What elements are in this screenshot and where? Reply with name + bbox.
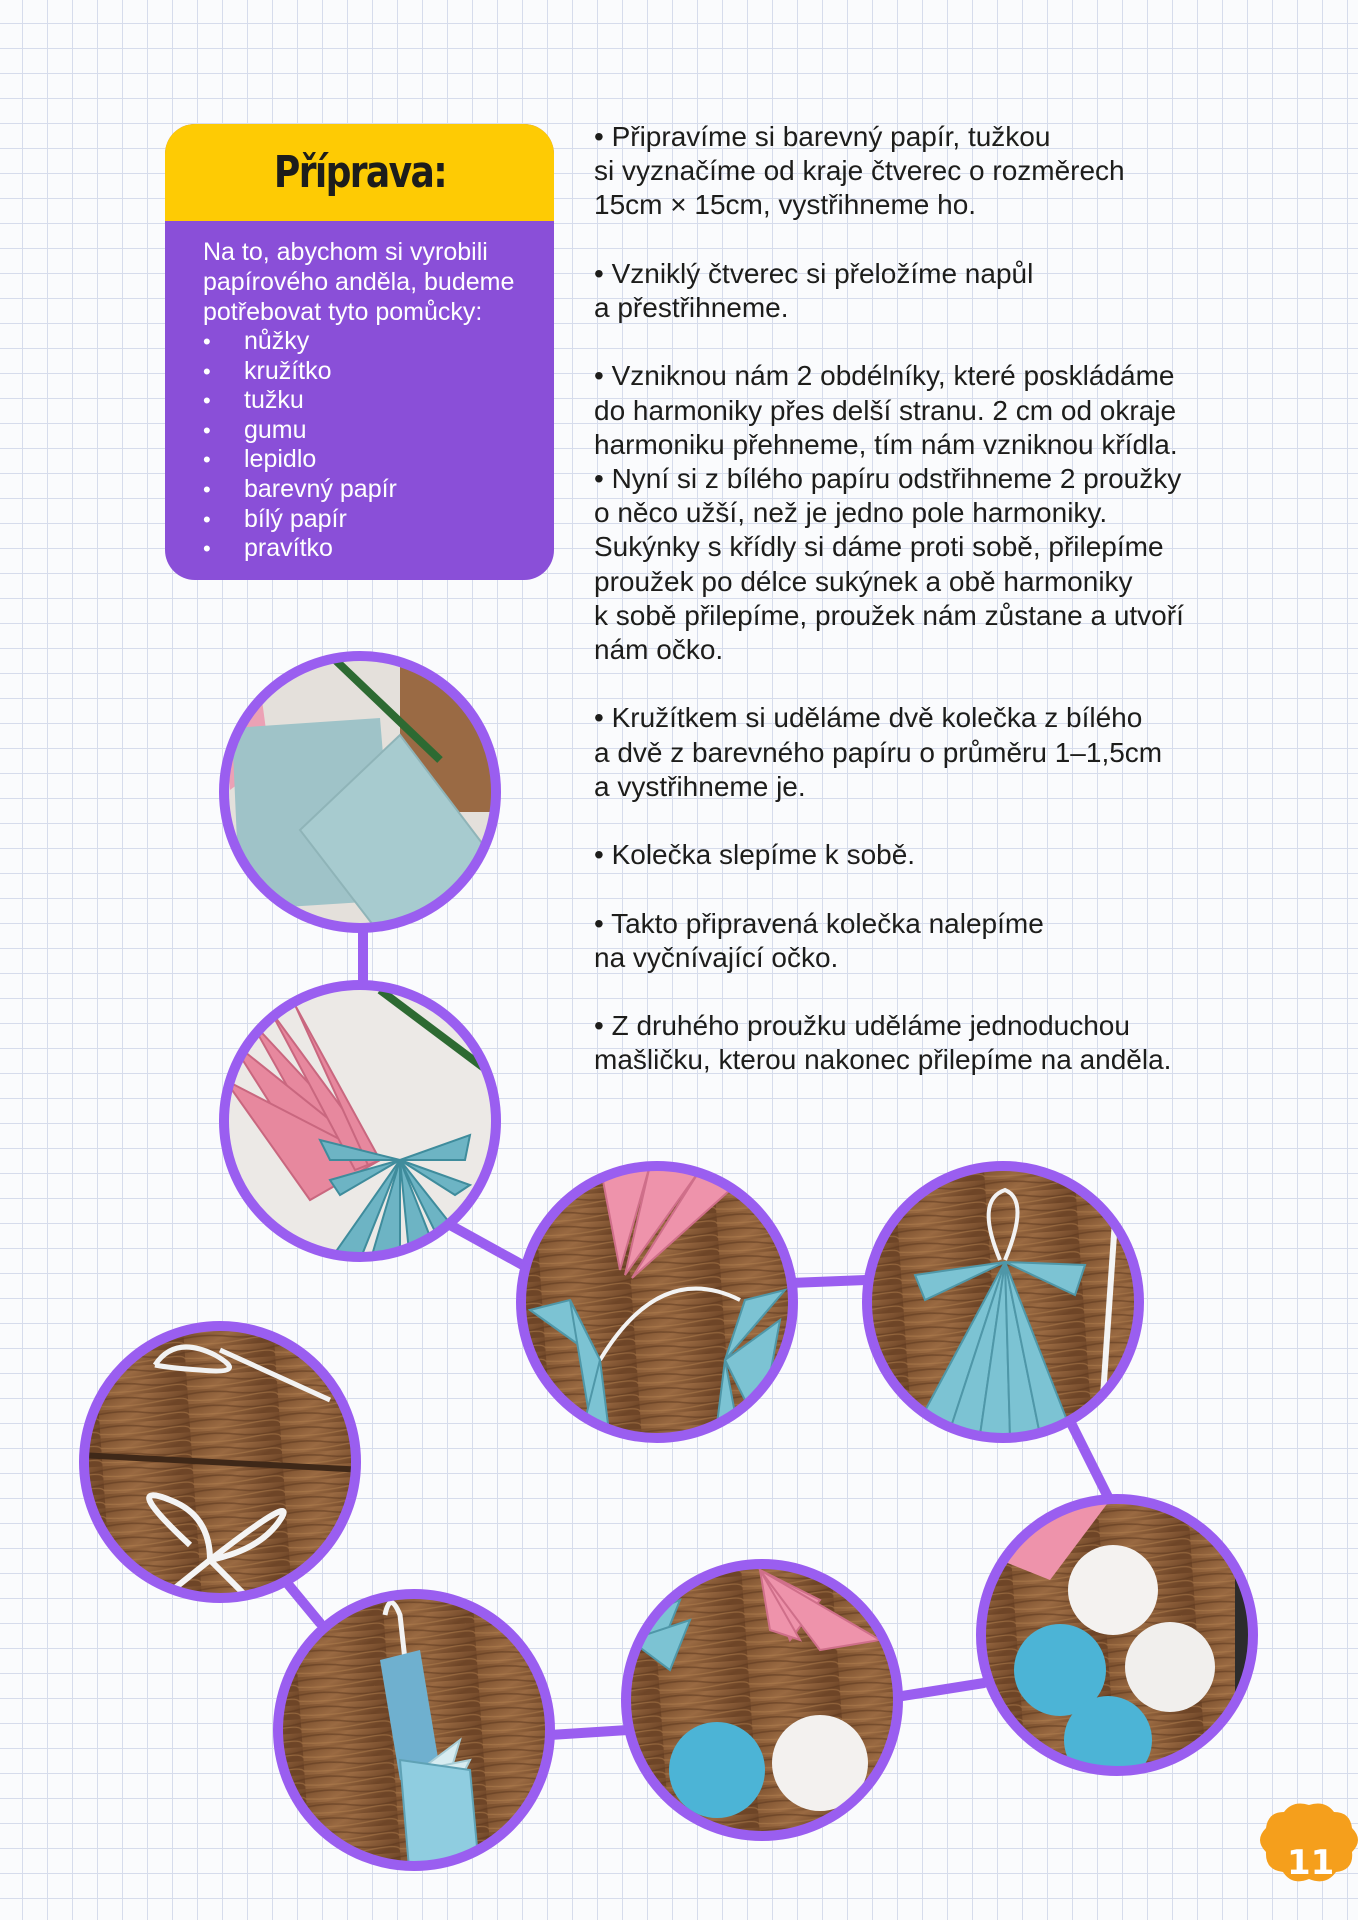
photo-step-3 [515,1160,800,1445]
tools-list-item: • kružítko [203,357,554,387]
photo-step-4 [862,1160,1147,1445]
photo-step-5 [977,1495,1265,1784]
step-3: • Vzniknou nám 2 obdélníky, které poskládáme do harmoniky přes delší stranu. 2 cm od okraje harmoniku přehneme, tím nám vzniknou křídla. [594,360,1178,460]
photo-step-2 [220,980,500,1262]
step-6: • Kolečka slepíme k sobě. [594,839,916,871]
tools-list-item: • barevný papír [203,475,554,505]
preparation-intro: Na to, abychom si vyrobili papírového anděla, budeme potřebovat tyto pomůcky: [203,238,515,326]
step-1: • Připravíme si barevný papír, tužkou si vyznačíme od kraje čtverec o rozměrech 15cm × 15cm, vystřihneme ho. [594,121,1125,221]
tools-list-item: • tužku [203,386,554,416]
step-5: • Kružítkem si uděláme dvě kolečka z bílého a dvě z barevného papíru o průměru 1–1,5cm a vystřihneme je. [594,702,1163,802]
photo-step-6 [622,1560,907,1845]
photo-step-1 [220,652,510,960]
step-2: • Vzniklý čtverec si přeložíme napůl a přestřihneme. [594,257,1034,323]
photo-step-7 [274,1590,559,1880]
page-number: 11 [1287,1843,1335,1883]
tools-list-item: • nůžky [203,327,554,357]
tools-list-item: • lepidlo [203,445,554,475]
photo-step-8 [80,1322,365,1607]
preparation-title: Příprava: [273,147,446,198]
tools-list-item: • pravítko [203,534,554,564]
step-7: • Takto připravená kolečka nalepíme na vyčnívající očko. [594,907,1044,973]
step-4: • Nyní si z bílého papíru odstřihneme 2 proužky o něco užší, než je jedno pole harmoniky. Sukýnky s křídly si dáme proti sobě, přilepíme proužek po délce sukýnek a obě harmoniky k sobě přilepíme, proužek nám zůstane a utvoří nám očko. [594,463,1184,666]
tools-list-item: • gumu [203,416,554,446]
step-8: • Z druhého proužku uděláme jednoduchou mašličku, kterou nakonec přilepíme na anděla. [594,1010,1172,1076]
tools-list-item: • bílý papír [203,505,554,535]
